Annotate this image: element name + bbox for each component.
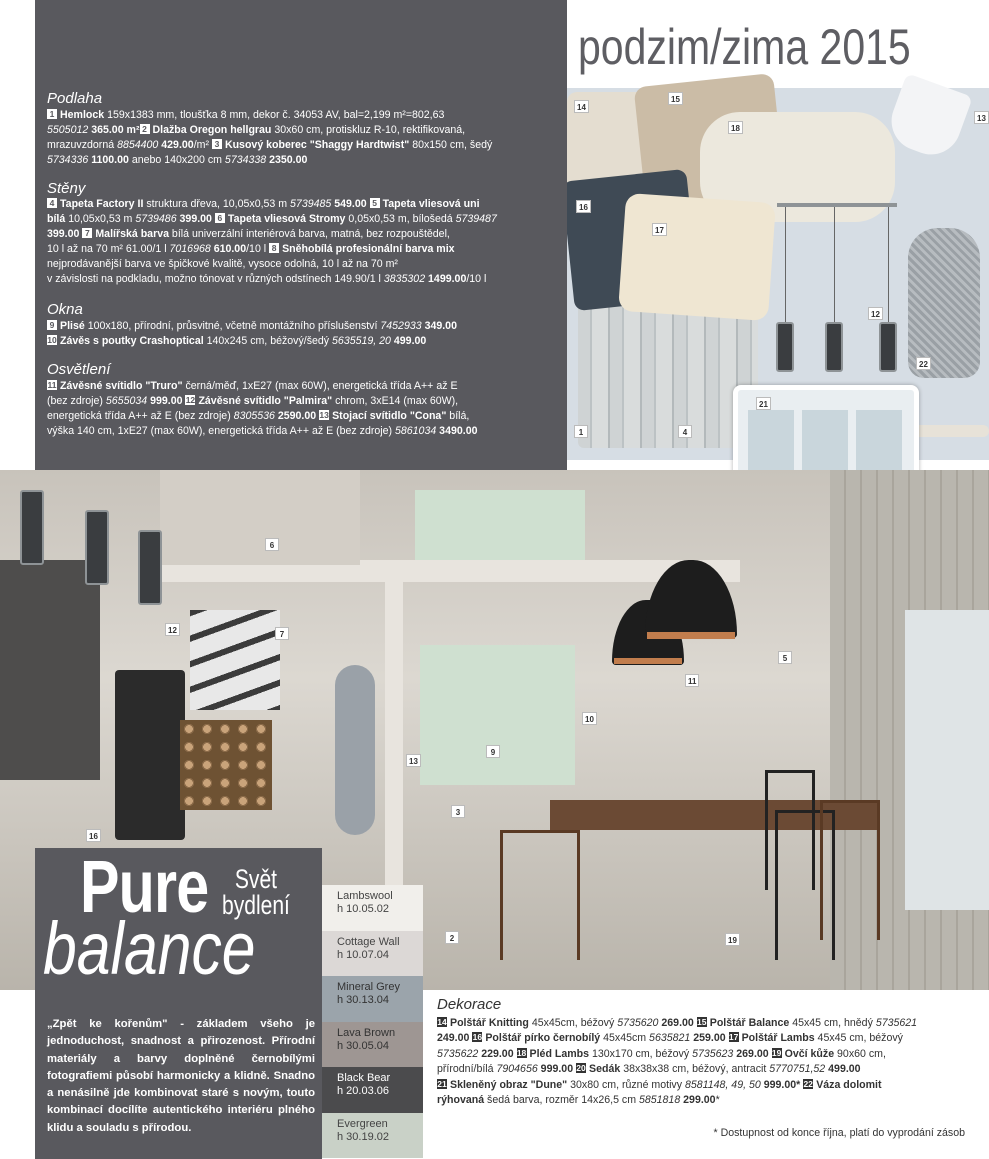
- collage-tag: 14: [574, 100, 589, 113]
- collage-tag: 4: [678, 425, 692, 438]
- pendant-bar-image: [777, 203, 897, 207]
- swatch-mineral-grey: [322, 976, 423, 1022]
- item-number-badge: 18: [516, 1047, 527, 1058]
- item-number-badge: 2: [140, 124, 150, 134]
- bold-text: Kusový koberec "Shaggy Hardtwist": [224, 139, 410, 151]
- dining-chair: [820, 800, 880, 940]
- plain-text: 140x245 cm, béžový/šedý: [203, 335, 333, 347]
- collage-tag: 1: [574, 425, 588, 438]
- text-line: [47, 257, 562, 272]
- room-tag: 13: [406, 754, 421, 767]
- swatch-code: h 30.13.04: [337, 994, 389, 1006]
- item-number-badge: 1: [47, 109, 57, 119]
- item-number-badge: 12: [185, 395, 196, 405]
- text-line: [437, 1016, 982, 1031]
- bold-text: Váza dolomit: [816, 1078, 882, 1091]
- pure-balance-panel: [35, 845, 322, 1159]
- swatch-code: h 10.05.02: [337, 903, 389, 915]
- product-code: 5735622: [437, 1047, 479, 1060]
- side-window: [905, 610, 989, 910]
- collage-tag: 18: [728, 121, 743, 134]
- plain-text: anebo 140x200 cm: [128, 154, 225, 166]
- product-code: 7904656: [496, 1063, 538, 1076]
- room-tag: 7: [275, 627, 289, 640]
- lamp-copper-rim: [647, 632, 735, 639]
- bold-text: Závěsné svítidlo "Truro": [60, 380, 183, 392]
- plain-text: 10,05x0,53 m: [65, 213, 136, 225]
- title-part2: podzim/zima 2015: [578, 19, 911, 75]
- collage-tag: 16: [576, 200, 591, 213]
- plain-text: 45x45 cm, béžový: [814, 1032, 903, 1045]
- product-code: 5861034: [394, 425, 437, 437]
- bold-text: 610.00: [210, 243, 247, 255]
- product-code: 5505012: [47, 124, 89, 136]
- room-tag: 2: [445, 931, 459, 944]
- product-code: 3835302: [383, 273, 426, 285]
- swatch-code: h 10.07.04: [337, 948, 389, 961]
- product-code: 5735623: [692, 1047, 734, 1060]
- item-number-badge: 17: [728, 1032, 739, 1043]
- plain-text: 30x80 cm, různé motivy: [567, 1078, 685, 1091]
- item-number-badge: 16: [472, 1032, 483, 1043]
- room-tag: 5: [778, 651, 792, 664]
- bold-text: Hemlock: [60, 109, 105, 121]
- svet-line1: Svět: [234, 864, 278, 894]
- wood-stove: [115, 670, 185, 840]
- product-code: 8581148, 49, 50: [684, 1078, 761, 1091]
- bold-text: 2590.00: [274, 410, 320, 422]
- section-text-podlaha: [47, 108, 562, 168]
- dolomit-vase-image: [908, 228, 980, 378]
- collage-tag: 15: [668, 92, 683, 105]
- plain-text: nejprodávanější barva ve špičkové kvalitě, vysoce odolná, 10 l až na 70 m²: [47, 258, 398, 270]
- plain-text: /10 l: [246, 243, 270, 255]
- lower-window: [420, 645, 575, 785]
- plain-text: 45x45cm: [600, 1032, 650, 1045]
- bold-text: 3490.00: [436, 425, 478, 437]
- item-number-badge: 14: [437, 1017, 447, 1027]
- plain-text: /m²: [193, 139, 212, 151]
- bold-text: Sněhobílá profesionální barva mix: [282, 243, 455, 255]
- section-heading-podlaha: Podlaha: [47, 90, 103, 107]
- firewood-stack: [180, 720, 272, 810]
- plain-text: *: [715, 1094, 720, 1107]
- bold-text: 259.00: [690, 1032, 729, 1045]
- swatch-lava-brown: [322, 1022, 423, 1068]
- plain-text: chrom, 3xE14 (max 60W),: [332, 395, 459, 407]
- section-heading-steny: Stěny: [47, 180, 86, 197]
- plain-text: bílá univerzální interiérová barva, matná, bez rozpouštědel,: [168, 228, 450, 240]
- bold-text: Polštář Knitting: [450, 1017, 529, 1029]
- product-code: 5739487: [455, 213, 497, 225]
- plain-text: 10 l až na 70 m² 61.00/1 l: [47, 243, 170, 255]
- product-info-panel: [35, 0, 567, 470]
- bold-text: 399.00: [47, 228, 83, 240]
- text-line: [437, 1078, 982, 1093]
- item-number-badge: 5: [370, 198, 380, 208]
- upper-window: [415, 490, 585, 560]
- plain-text: 159x1383 mm, tloušťka 8 mm, dekor č. 34053 AV, bal=2,199 m²=802,63: [104, 109, 445, 121]
- text-line: [47, 334, 562, 349]
- dining-chair: [500, 830, 580, 960]
- lambs-pillow-image: [618, 193, 776, 321]
- bold-text: 399.00: [176, 213, 215, 225]
- plain-text: 0,05x0,53 m, bílošedá: [345, 213, 456, 225]
- pure-heading: Pure: [80, 845, 209, 928]
- item-number-badge: 4: [47, 198, 57, 208]
- item-number-badge: 21: [437, 1078, 447, 1089]
- section-text-steny: [47, 197, 562, 287]
- plain-text: výška 140 cm, 1xE27 (max 60W), energetická třída A++ až E (bez zdroje): [47, 425, 395, 437]
- bold-text: 299.00: [680, 1094, 716, 1107]
- swatch-black-bear: [322, 1067, 423, 1113]
- tree-wallpaper: [160, 470, 360, 565]
- svet-line2: bydlení: [222, 890, 290, 920]
- product-code: 8305536: [233, 410, 275, 422]
- bold-text: Skleněný obraz "Dune": [450, 1078, 568, 1091]
- text-line: [47, 123, 562, 138]
- bold-text: 549.00: [331, 198, 370, 210]
- swatch-name: Black Bear: [337, 1072, 391, 1084]
- product-code: 5739486: [135, 213, 177, 225]
- item-number-badge: 11: [47, 380, 57, 390]
- room-tag: 10: [582, 712, 597, 725]
- swatch-name: Cottage Wall: [337, 935, 400, 948]
- text-line: [47, 242, 562, 257]
- pure-description: „Zpět ke kořenům" - základem všeho je jednoduchost, snadnost a přirozenost. Přírodní materiály a barvy doplněné černobílými fotografiemi působí harmonicky a klidně. Snadno a nenásilně jde kombinovat staré s novým, touto kombinací docílíte autentického interiéru plného klidu a souladu s přírodou.: [47, 1018, 315, 1134]
- room-tag: 3: [451, 805, 465, 818]
- bold-text: 999.00: [537, 1063, 577, 1076]
- bold-text: 229.00: [478, 1047, 517, 1060]
- plain-text: 90x60 cm,: [834, 1047, 886, 1060]
- product-code: 5734336: [47, 154, 89, 166]
- plain-text: v závislosti na podkladu, možno tónovat v různých odstínech 149.90/1 l: [47, 273, 384, 285]
- bold-text: 999.00*: [760, 1078, 801, 1091]
- item-number-badge: 6: [215, 213, 225, 223]
- bold-text: Polštář Lambs: [741, 1032, 815, 1045]
- bold-text: Malířská barva: [95, 228, 169, 240]
- item-number-badge: 22: [803, 1078, 813, 1089]
- section-heading-osvetleni: Osvětlení: [47, 361, 111, 378]
- plain-text: energetická třída A++ až E (bez zdroje): [47, 410, 234, 422]
- pendant-glass-image: [879, 322, 897, 372]
- lamp-copper-rim: [614, 658, 682, 664]
- plain-text: mrazuvzdorná: [47, 139, 118, 151]
- text-line: [47, 108, 562, 123]
- product-code: 5735620: [617, 1017, 659, 1029]
- bold-text: Pléd Lambs: [529, 1047, 590, 1060]
- section-text-dekorace: [437, 1016, 982, 1108]
- room-tag: 9: [486, 745, 500, 758]
- swatch-code: h 30.19.02: [337, 1130, 389, 1143]
- plain-text: 45x45cm, béžový: [528, 1017, 618, 1029]
- bold-text: Polštář pírko černobílý: [485, 1032, 601, 1045]
- product-code: 5635821: [649, 1032, 691, 1045]
- swatch-code: h 30.05.04: [337, 1039, 389, 1052]
- bold-text: Ovčí kůže: [784, 1047, 835, 1060]
- section-text-okna: [47, 319, 562, 349]
- swatch-name: Lava Brown: [337, 1026, 396, 1039]
- bold-text: Závěsné svítidlo "Palmira": [198, 395, 333, 407]
- swatch-code: h 20.03.06: [337, 1085, 389, 1097]
- plain-text: 80x150 cm, šedý: [409, 139, 493, 151]
- bold-text: Závěs s poutky Crashoptical: [60, 335, 204, 347]
- staircase: [190, 610, 280, 710]
- bold-text: 365.00 m²: [88, 124, 140, 136]
- plain-text: černá/měď, 1xE27 (max 60W), energetická třída A++ až E: [182, 380, 458, 392]
- swatch-cottage-wall: [322, 931, 423, 977]
- plain-text: 100x180, přírodní, průsvitné, včetně montážního příslušenství: [84, 320, 381, 332]
- room-tag: 19: [725, 933, 740, 946]
- bold-text: rýhovaná: [437, 1094, 485, 1107]
- text-line: [437, 1031, 982, 1046]
- item-number-badge: 13: [319, 410, 329, 420]
- room-tag: 12: [165, 623, 180, 636]
- pendant-glass-image: [825, 322, 843, 372]
- text-line: [47, 319, 562, 334]
- item-number-badge: 10: [47, 335, 57, 345]
- item-number-badge: 15: [697, 1017, 707, 1027]
- text-line: [47, 197, 562, 212]
- plain-text: přírodní/bílá: [437, 1063, 497, 1076]
- bold-text: 1100.00: [88, 154, 129, 166]
- text-line: [437, 1093, 982, 1108]
- text-line: [437, 1062, 982, 1077]
- floor-lamp-arm-image: [910, 425, 989, 437]
- collage-tag: 21: [756, 397, 771, 410]
- collage-tag: 22: [916, 357, 931, 370]
- bold-text: 269.00: [658, 1017, 697, 1029]
- item-number-badge: 7: [82, 228, 92, 238]
- section-heading-okna: Okna: [47, 301, 83, 318]
- plain-text: (bez zdroje): [47, 395, 106, 407]
- bold-text: 499.00: [825, 1063, 861, 1076]
- bold-text: 249.00: [437, 1032, 473, 1045]
- product-code: 5739485: [290, 198, 332, 210]
- section-heading-dekorace: Dekorace: [437, 996, 502, 1013]
- product-code: 5655034: [105, 395, 148, 407]
- bold-text: 1499.00: [425, 273, 467, 285]
- plain-text: 38x38x38 cm, béžový, antracit: [620, 1063, 770, 1076]
- color-swatches: [322, 885, 423, 1159]
- bold-text: Sedák: [589, 1063, 621, 1076]
- bold-text: Stojací svítidlo "Cona": [332, 410, 447, 422]
- item-number-badge: 3: [212, 139, 222, 149]
- pendant-cord: [834, 207, 835, 322]
- pendant-glass-image: [776, 322, 794, 372]
- room-tag: 6: [265, 538, 279, 551]
- item-number-badge: 20: [576, 1063, 586, 1074]
- collage-tag: 12: [868, 307, 883, 320]
- bold-text: 999.00: [147, 395, 186, 407]
- collage-tag: 17: [652, 223, 667, 236]
- bold-text: Tapeta vliesová Stromy: [227, 213, 346, 225]
- balance-heading: balance: [43, 907, 256, 990]
- plain-text: 30x60 cm, protiskluz R-10, rektifikovaná,: [271, 124, 466, 136]
- product-code: 7016968: [169, 243, 211, 255]
- text-line: [47, 212, 562, 227]
- item-number-badge: 19: [771, 1047, 782, 1058]
- bold-text: Plisé: [60, 320, 85, 332]
- text-line: [437, 1047, 982, 1062]
- text-line: [47, 227, 562, 242]
- palmira-pendant-image: [20, 490, 44, 565]
- text-line: [47, 379, 562, 394]
- palmira-pendant-image: [85, 510, 109, 585]
- bold-text: 349.00: [421, 320, 457, 332]
- product-code: 5635519, 20: [332, 335, 391, 347]
- pendant-cord: [888, 207, 889, 322]
- bold-text: 429.00: [158, 139, 194, 151]
- room-tag: 16: [86, 829, 101, 842]
- swatch-name: Mineral Grey: [337, 981, 400, 993]
- goat-photo: [0, 560, 100, 780]
- plain-text: struktura dřeva, 10,05x0,53 m: [143, 198, 291, 210]
- bold-text: Tapeta vliesová uni: [382, 198, 480, 210]
- bold-text: 499.00: [390, 335, 427, 347]
- pendant-cord: [785, 207, 786, 322]
- bold-text: Polštář Balance: [709, 1017, 790, 1029]
- product-code: 5770751,52: [769, 1063, 826, 1076]
- swatch-lambswool: [322, 885, 423, 931]
- swatch-name: Evergreen: [337, 1117, 388, 1130]
- availability-footnote: * Dostupnost od konce října, platí do vyprodání zásob: [713, 1127, 965, 1139]
- product-code: 7452933: [380, 320, 422, 332]
- product-code: 5734338: [224, 154, 267, 166]
- bold-text: 2350.00: [266, 154, 308, 166]
- plain-text: 45x45 cm, hnědý: [789, 1017, 876, 1029]
- room-tag: 11: [685, 674, 699, 687]
- wood-floor-sample: [578, 300, 758, 448]
- plain-text: /10 l: [466, 273, 487, 285]
- text-line: [47, 409, 562, 424]
- product-code: 5851818: [638, 1094, 681, 1107]
- text-line: [47, 272, 562, 287]
- swatch-name: Lambswool: [337, 890, 393, 902]
- plain-text: šedá barva, rozměr 14x26,5 cm: [484, 1094, 639, 1107]
- swatch-evergreen: [322, 1113, 423, 1159]
- text-line: [47, 153, 562, 168]
- palmira-pendant-image: [138, 530, 162, 605]
- bold-text: Tapeta Factory II: [60, 198, 144, 210]
- bold-text: 269.00: [733, 1047, 772, 1060]
- product-code: 8854400: [117, 139, 159, 151]
- product-code: 5735621: [875, 1017, 918, 1029]
- bold-text: bílá: [47, 213, 66, 225]
- plain-text: 130x170 cm, béžový: [589, 1047, 693, 1060]
- text-line: [47, 424, 562, 439]
- plain-text: bílá,: [446, 410, 470, 422]
- text-line: [47, 394, 562, 409]
- collage-tag: 13: [974, 111, 989, 124]
- bold-text: Dlažba Oregon hellgrau: [152, 124, 272, 136]
- item-number-badge: 8: [269, 243, 279, 253]
- item-number-badge: 9: [47, 320, 57, 330]
- walking-person: [335, 665, 375, 835]
- section-text-osvetleni: [47, 379, 562, 439]
- text-line: [47, 138, 562, 153]
